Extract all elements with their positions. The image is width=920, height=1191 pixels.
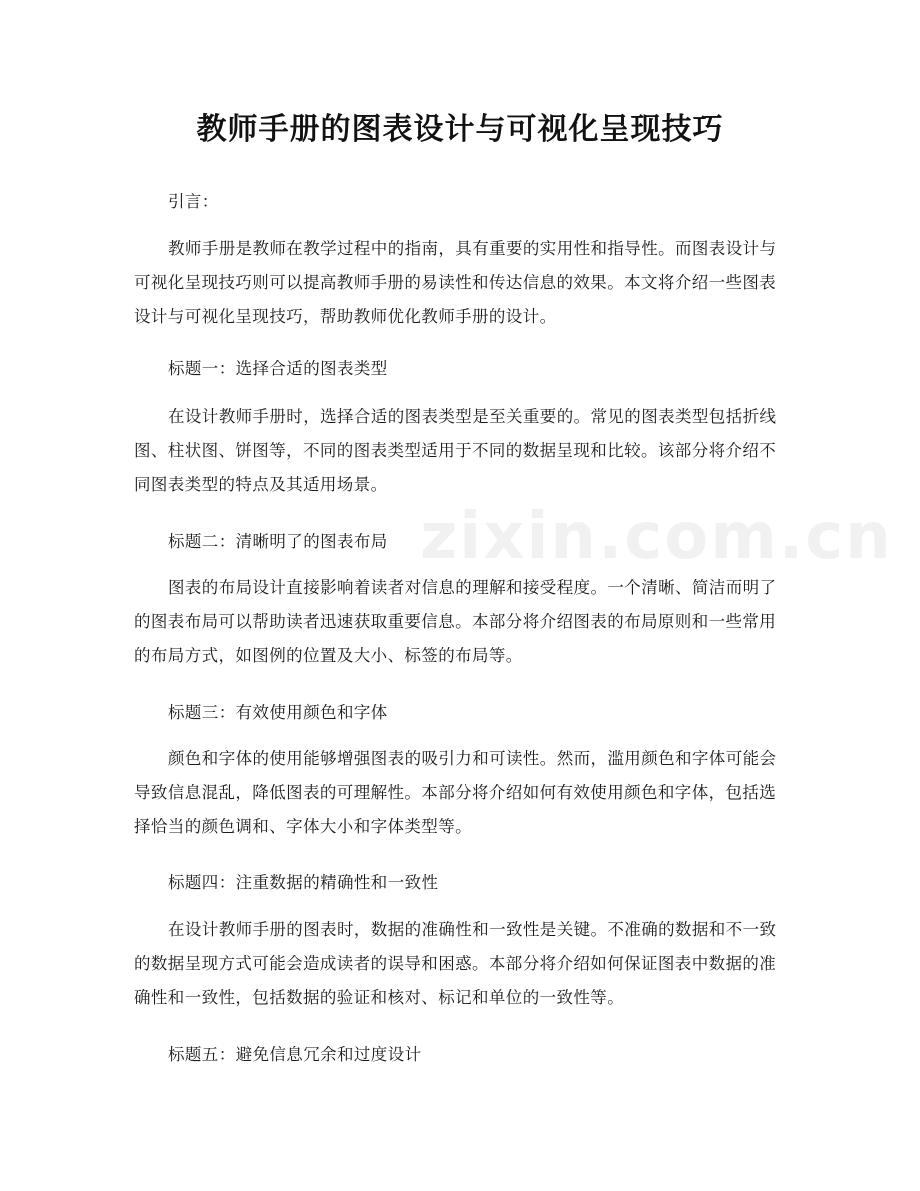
document-title: 教师手册的图表设计与可视化呈现技巧 [196, 112, 724, 147]
section-5-heading: 标题五：避免信息冗余和过度设计 [168, 1045, 422, 1064]
section-3-paragraph: 颜色和字体的使用能够增强图表的吸引力和可读性。然而，滥用颜色和字体可能会导致信息混乱，降低图表的可理解性。本部分将介绍如何有效使用颜色和字体，包括选择恰当的颜色调和、字体大小和字体类型等。 [134, 749, 777, 836]
section-4-heading: 标题四：注重数据的精确性和一致性 [168, 873, 439, 892]
section-1-paragraph: 在设计教师手册时，选择合适的图表类型是至关重要的。常见的图表类型包括折线图、柱状图、饼图等，不同的图表类型适用于不同的数据呈现和比较。该部分将介绍不同图表类型的特点及其适用场景。 [134, 407, 777, 494]
section-3-heading: 标题三：有效使用颜色和字体 [168, 703, 388, 722]
section-4-paragraph: 在设计教师手册的图表时，数据的准确性和一致性是关键。不准确的数据和不一致的数据呈现方式可能会造成读者的误导和困惑。本部分将介绍如何保证图表中数据的准确性和一致性，包括数据的验证和核对、标记和单位的一致性等。 [134, 920, 777, 1007]
intro-paragraph: 教师手册是教师在教学过程中的指南，具有重要的实用性和指导性。而图表设计与可视化呈现技巧则可以提高教师手册的易读性和传达信息的效果。本文将介绍一些图表设计与可视化呈现技巧，帮助教师优化教师手册的设计。 [134, 239, 777, 326]
section-2-heading: 标题二：清晰明了的图表布局 [168, 532, 388, 551]
watermark: zixin.com.cn [420, 500, 893, 574]
section-2-paragraph: 图表的布局设计直接影响着读者对信息的理解和接受程度。一个清晰、简洁而明了的图表布局可以帮助读者迅速获取重要信息。本部分将介绍图表的布局原则和一些常用的布局方式，如图例的位置及大小、标签的布局等。 [134, 578, 777, 665]
intro-label: 引言： [168, 192, 219, 211]
section-1-heading: 标题一：选择合适的图表类型 [168, 359, 388, 378]
